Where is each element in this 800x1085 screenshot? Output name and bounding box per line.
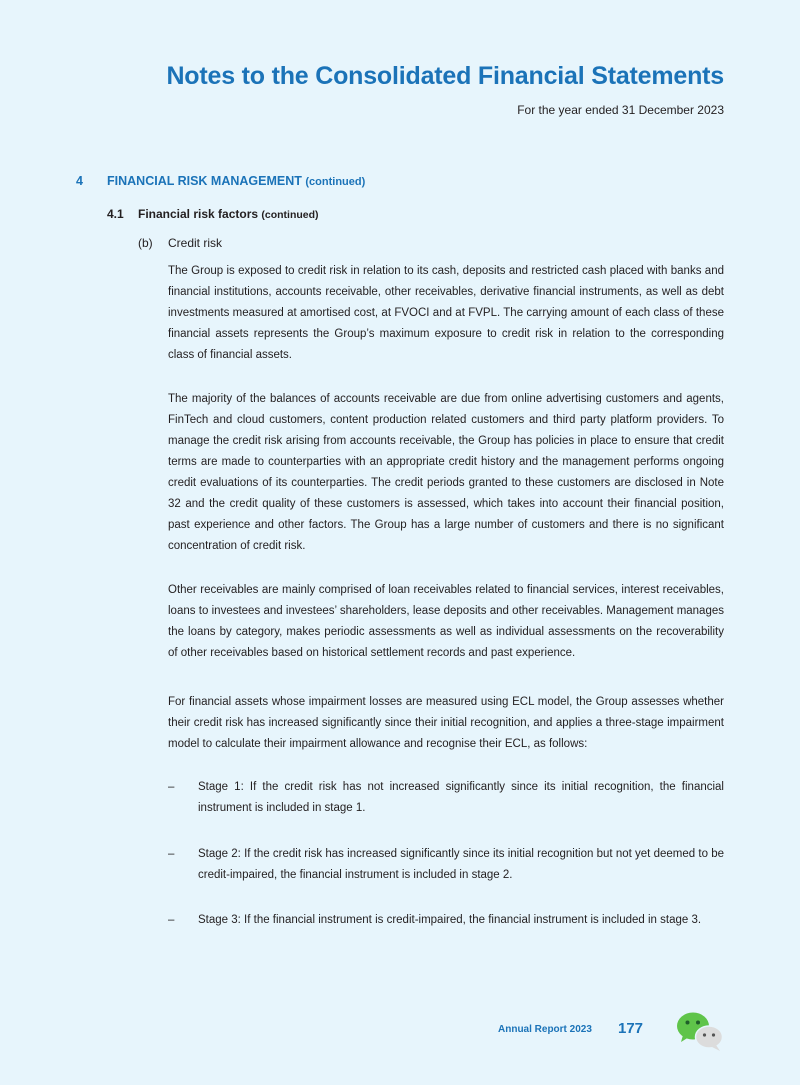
bullet-dash: – bbox=[168, 848, 175, 860]
subsection-heading bbox=[107, 207, 319, 221]
subsection-number: 4.1 bbox=[107, 207, 124, 221]
item-title: Credit risk bbox=[168, 236, 223, 250]
list-item bbox=[168, 844, 724, 886]
page-title: Notes to the Consolidated Financial Statements bbox=[166, 62, 724, 90]
item-label: (b) bbox=[138, 236, 153, 250]
item-heading bbox=[138, 236, 222, 250]
footer-report-name: Annual Report 2023 bbox=[498, 1024, 592, 1035]
list-item bbox=[168, 910, 724, 931]
bullet-dash: – bbox=[168, 781, 175, 793]
subsection-title: Financial risk factors bbox=[138, 207, 259, 221]
wechat-logo-icon bbox=[674, 1010, 726, 1052]
paragraph: The Group is exposed to credit risk in relation to its cash, deposits and restricted cash placed with banks and financial institutions, accounts receivable, other receivables, derivative financial instruments, as well as debt investments measured at amortised cost, at FVOCI and at FVPL. The carrying amount of each class of these financial assets represents the Group’s maximum exposure to credit risk in relation to the corresponding class of financial assets. bbox=[168, 265, 724, 361]
logo-bubble-grey bbox=[696, 1026, 723, 1051]
page-number: 177 bbox=[618, 1020, 644, 1037]
section-continued: (continued) bbox=[305, 176, 366, 188]
section-number: 4 bbox=[76, 174, 83, 188]
bullet-text: Stage 3: If the financial instrument is credit-impaired, the financial instrument is included in stage 3. bbox=[198, 914, 702, 926]
paragraph: For financial assets whose impairment losses are measured using ECL model, the Group assesses whether their credit risk has increased significantly since their initial recognition, and applies a three-stage impairment model to calculate their impairment allowance and recognise their ECL, as follows: bbox=[168, 696, 724, 750]
section-heading bbox=[76, 174, 365, 188]
bullet-text: Stage 1: If the credit risk has not increased significantly since its initial recognition, the financial instrument is included in stage 1. bbox=[198, 781, 724, 814]
subsection-continued: (continued) bbox=[261, 209, 319, 221]
page-subtitle: For the year ended 31 December 2023 bbox=[517, 103, 724, 117]
list-item bbox=[168, 777, 724, 819]
bullet-text: Stage 2: If the credit risk has increased significantly since its initial recognition but not yet deemed to be credit-impaired, the financial instrument is included in stage 2. bbox=[198, 848, 724, 881]
section-title: FINANCIAL RISK MANAGEMENT bbox=[107, 174, 302, 188]
paragraph: Other receivables are mainly comprised of loan receivables related to financial services, interest receivables, loans to investees and investees’ shareholders, lease deposits and other receivables. Management manages the loans by category, makes periodic assessments as well as individual assessments on the recoverability of other receivables based on historical settlement records and past experience. bbox=[168, 584, 724, 659]
paragraph: The majority of the balances of accounts receivable are due from online advertising customers and agents, FinTech and cloud customers, content production related customers and third party platform providers. To manage the credit risk arising from accounts receivable, the Group has policies in place to ensure that credit terms are made to counterparties with an appropriate credit history and the management performs ongoing credit evaluations of its counterparties. The credit periods granted to these customers are disclosed in Note 32 and the credit quality of these customers is assessed, which takes into account their financial position, past experience and other factors. The Group has a large number of customers and there is no significant concentration of credit risk. bbox=[168, 393, 724, 552]
bullet-dash: – bbox=[168, 914, 175, 926]
